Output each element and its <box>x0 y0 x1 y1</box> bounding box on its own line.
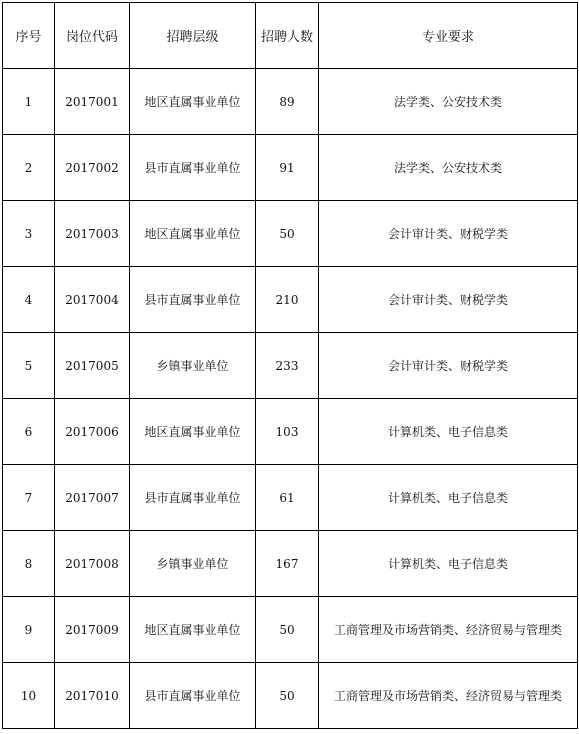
cell-position-code: 2017010 <box>55 663 130 729</box>
cell-index: 4 <box>3 267 55 333</box>
cell-recruitment-level: 乡镇事业单位 <box>130 531 256 597</box>
cell-recruitment-level: 地区直属事业单位 <box>130 399 256 465</box>
cell-recruitment-count: 50 <box>256 663 319 729</box>
cell-recruitment-count: 50 <box>256 201 319 267</box>
cell-position-code: 2017001 <box>55 69 130 135</box>
cell-recruitment-count: 91 <box>256 135 319 201</box>
table-row <box>3 69 578 135</box>
cell-index: 7 <box>3 465 55 531</box>
header-position-code: 岗位代码 <box>55 3 130 69</box>
cell-major-requirement: 工商管理及市场营销类、经济贸易与管理类 <box>319 663 578 729</box>
table-row <box>3 597 578 663</box>
table-row <box>3 465 578 531</box>
cell-major-requirement: 法学类、公安技术类 <box>319 135 578 201</box>
cell-recruitment-level: 县市直属事业单位 <box>130 465 256 531</box>
cell-recruitment-level: 乡镇事业单位 <box>130 333 256 399</box>
cell-index: 5 <box>3 333 55 399</box>
recruitment-table <box>2 2 578 729</box>
cell-index: 2 <box>3 135 55 201</box>
cell-recruitment-count: 61 <box>256 465 319 531</box>
cell-recruitment-count: 210 <box>256 267 319 333</box>
cell-major-requirement: 计算机类、电子信息类 <box>319 465 578 531</box>
cell-recruitment-level: 地区直属事业单位 <box>130 69 256 135</box>
cell-index: 9 <box>3 597 55 663</box>
cell-recruitment-count: 50 <box>256 597 319 663</box>
table-row <box>3 333 578 399</box>
cell-index: 6 <box>3 399 55 465</box>
table-row <box>3 267 578 333</box>
cell-index: 10 <box>3 663 55 729</box>
header-major-requirement: 专业要求 <box>319 3 578 69</box>
cell-recruitment-level: 地区直属事业单位 <box>130 201 256 267</box>
table-row <box>3 531 578 597</box>
cell-recruitment-level: 县市直属事业单位 <box>130 267 256 333</box>
header-recruitment-level: 招聘层级 <box>130 3 256 69</box>
cell-position-code: 2017009 <box>55 597 130 663</box>
table-row <box>3 201 578 267</box>
cell-major-requirement: 法学类、公安技术类 <box>319 69 578 135</box>
header-recruitment-count: 招聘人数 <box>256 3 319 69</box>
cell-major-requirement: 会计审计类、财税学类 <box>319 333 578 399</box>
table-row <box>3 663 578 729</box>
cell-major-requirement: 计算机类、电子信息类 <box>319 399 578 465</box>
table-row <box>3 399 578 465</box>
header-row <box>3 3 578 69</box>
cell-position-code: 2017005 <box>55 333 130 399</box>
cell-position-code: 2017007 <box>55 465 130 531</box>
cell-recruitment-count: 233 <box>256 333 319 399</box>
cell-index: 3 <box>3 201 55 267</box>
cell-position-code: 2017006 <box>55 399 130 465</box>
cell-position-code: 2017004 <box>55 267 130 333</box>
header-index: 序号 <box>3 3 55 69</box>
cell-recruitment-count: 167 <box>256 531 319 597</box>
cell-index: 8 <box>3 531 55 597</box>
table-row <box>3 135 578 201</box>
cell-position-code: 2017002 <box>55 135 130 201</box>
cell-recruitment-level: 地区直属事业单位 <box>130 597 256 663</box>
cell-recruitment-level: 县市直属事业单位 <box>130 663 256 729</box>
cell-major-requirement: 会计审计类、财税学类 <box>319 201 578 267</box>
cell-major-requirement: 会计审计类、财税学类 <box>319 267 578 333</box>
cell-index: 1 <box>3 69 55 135</box>
cell-position-code: 2017008 <box>55 531 130 597</box>
cell-major-requirement: 工商管理及市场营销类、经济贸易与管理类 <box>319 597 578 663</box>
cell-recruitment-count: 103 <box>256 399 319 465</box>
cell-recruitment-count: 89 <box>256 69 319 135</box>
cell-major-requirement: 计算机类、电子信息类 <box>319 531 578 597</box>
cell-recruitment-level: 县市直属事业单位 <box>130 135 256 201</box>
cell-position-code: 2017003 <box>55 201 130 267</box>
